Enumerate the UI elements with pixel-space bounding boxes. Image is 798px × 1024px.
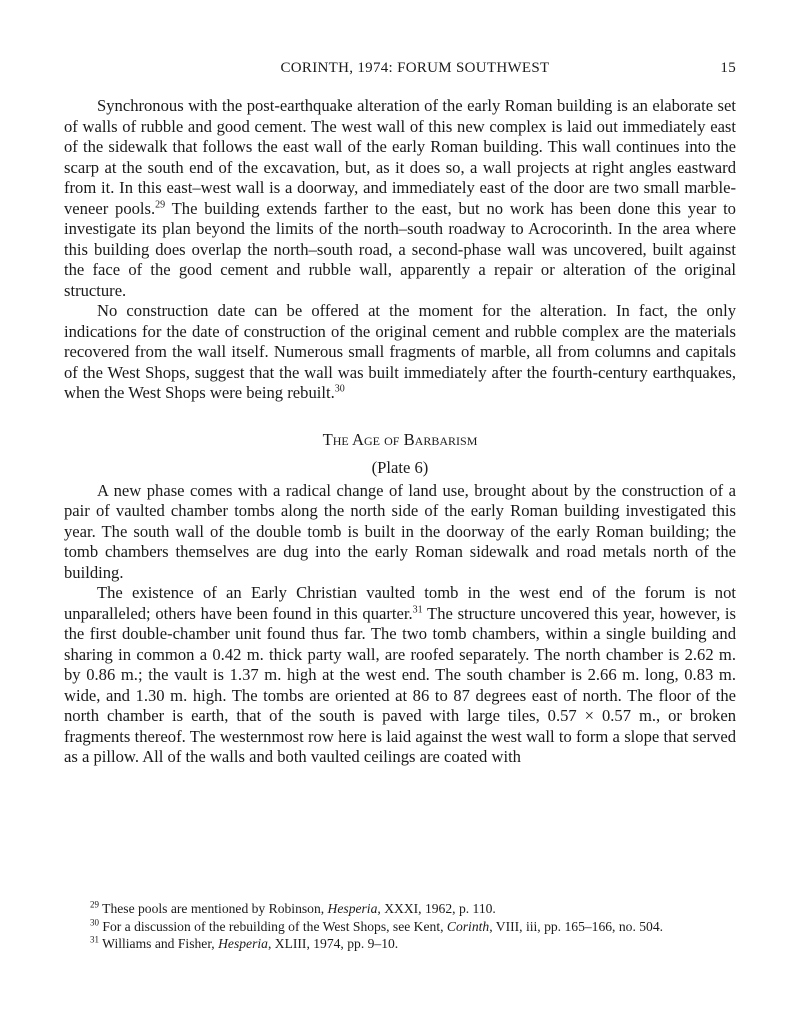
paragraph-1	[64, 96, 736, 301]
main-text	[64, 96, 736, 768]
running-header	[94, 60, 736, 80]
running-title: CORINTH, 1974: FORUM SOUTHWEST	[280, 60, 550, 76]
footnote-31-journal: Hesperia	[218, 936, 268, 951]
footnote-ref-30: 30	[334, 383, 345, 395]
footnote-31	[64, 935, 736, 953]
footnote-30-number: 30	[90, 916, 99, 927]
footnote-29-number: 29	[90, 899, 99, 910]
paragraph-1-part-a: Synchronous with the post-earthquake alteration of the early Roman building is an elaborate set of walls of rubble and good cement. The west wall of this new complex is laid out immediately east of the sidewalk that follows the east wall of the early Roman building. This wall continues into the scarp at the south end of the excavation, but, as it does so, a wall projects at right angles eastward from it. In this east–west wall is a doorway, and immediately east of the door are two small marble-veneer pools.	[64, 96, 736, 218]
page-number: 15	[720, 60, 736, 76]
footnote-31-text-a: Williams and Fisher,	[99, 936, 219, 951]
paragraph-2	[64, 301, 736, 404]
plate-reference: (Plate 6)	[371, 458, 429, 477]
footnote-30	[64, 918, 736, 936]
footnote-29-text-a: These pools are mentioned by Robinson,	[99, 901, 328, 916]
paragraph-1-part-b: The building extends farther to the east, but no work has been done this year to investigate its plan beyond the limits of the north–south roadway to Acrocorinth. In the area where this building does overlap the north–south road, a second-phase wall was uncovered, built against the face of the good cement and rubble wall, apparently a repair or alteration of the original structure.	[64, 198, 736, 300]
footnote-ref-31: 31	[412, 603, 423, 615]
footnote-31-text-b: , XLIII, 1974, pp. 9–10.	[267, 936, 399, 951]
paragraph-2-text: No construction date can be offered at the moment for the alteration. In fact, the only indications for the date of construction of the original cement and rubble complex are the materials recovered from the wall itself. Numerous small fragments of marble, all from columns and capitals of the West Shops, suggest that the wall was built immediately after the fourth-century earthquakes, when the West Shops were being rebuilt.	[64, 301, 736, 402]
footnote-30-text-b: , VIII, iii, pp. 165–166, no. 504.	[489, 918, 664, 934]
paragraph-4-part-b: The structure uncovered this year, however, is the first double-chamber unit found thus far. The two tomb chambers, within a single building and sharing in common a 0.42 m. thick party wall, are roofed separately. The north chamber is 2.62 m. by 0.86 m.; the vault is 1.37 m. high at the west end. The south chamber is 2.66 m. long, 0.83 m. wide, and 1.30 m. high. The tombs are oriented at 86 to 87 degrees east of north. The floor of the north chamber is earth, that of the south is paved with large tiles, 0.57 × 0.57 m., or broken fragments thereof. The westernmost row here is laid against the west wall to form a slope that served as a pillow. All of the walls and both vaulted ceilings are coated with	[64, 603, 736, 766]
footnote-29-journal: Hesperia	[327, 901, 378, 916]
section-heading: The Age of Barbarism	[322, 429, 478, 449]
footnote-30-text-a: For a discussion of the rebuilding of the West Shops, see Kent,	[99, 918, 447, 934]
footnotes	[64, 900, 736, 953]
footnote-ref-29: 29	[155, 198, 166, 210]
footnote-30-work: Corinth	[446, 918, 490, 934]
paragraph-4	[64, 583, 736, 768]
footnote-31-number: 31	[90, 934, 99, 945]
footnote-29-text-b: , XXXI, 1962, p. 110.	[377, 901, 496, 916]
footnote-29	[64, 900, 736, 918]
paragraph-3: A new phase comes with a radical change of land use, brought about by the construction of a pair of vaulted chamber tombs along the north side of the early Roman building investigated this year. The south wall of the double tomb is built in the doorway of the early Roman building; the tomb chambers themselves are dug into the early Roman sidewalk and road metals north of the building.	[64, 480, 736, 582]
paragraph-4-part-a: The existence of an Early Christian vaulted tomb in the west end of the forum is not unparalleled; others have been found in this quarter.	[64, 583, 736, 623]
